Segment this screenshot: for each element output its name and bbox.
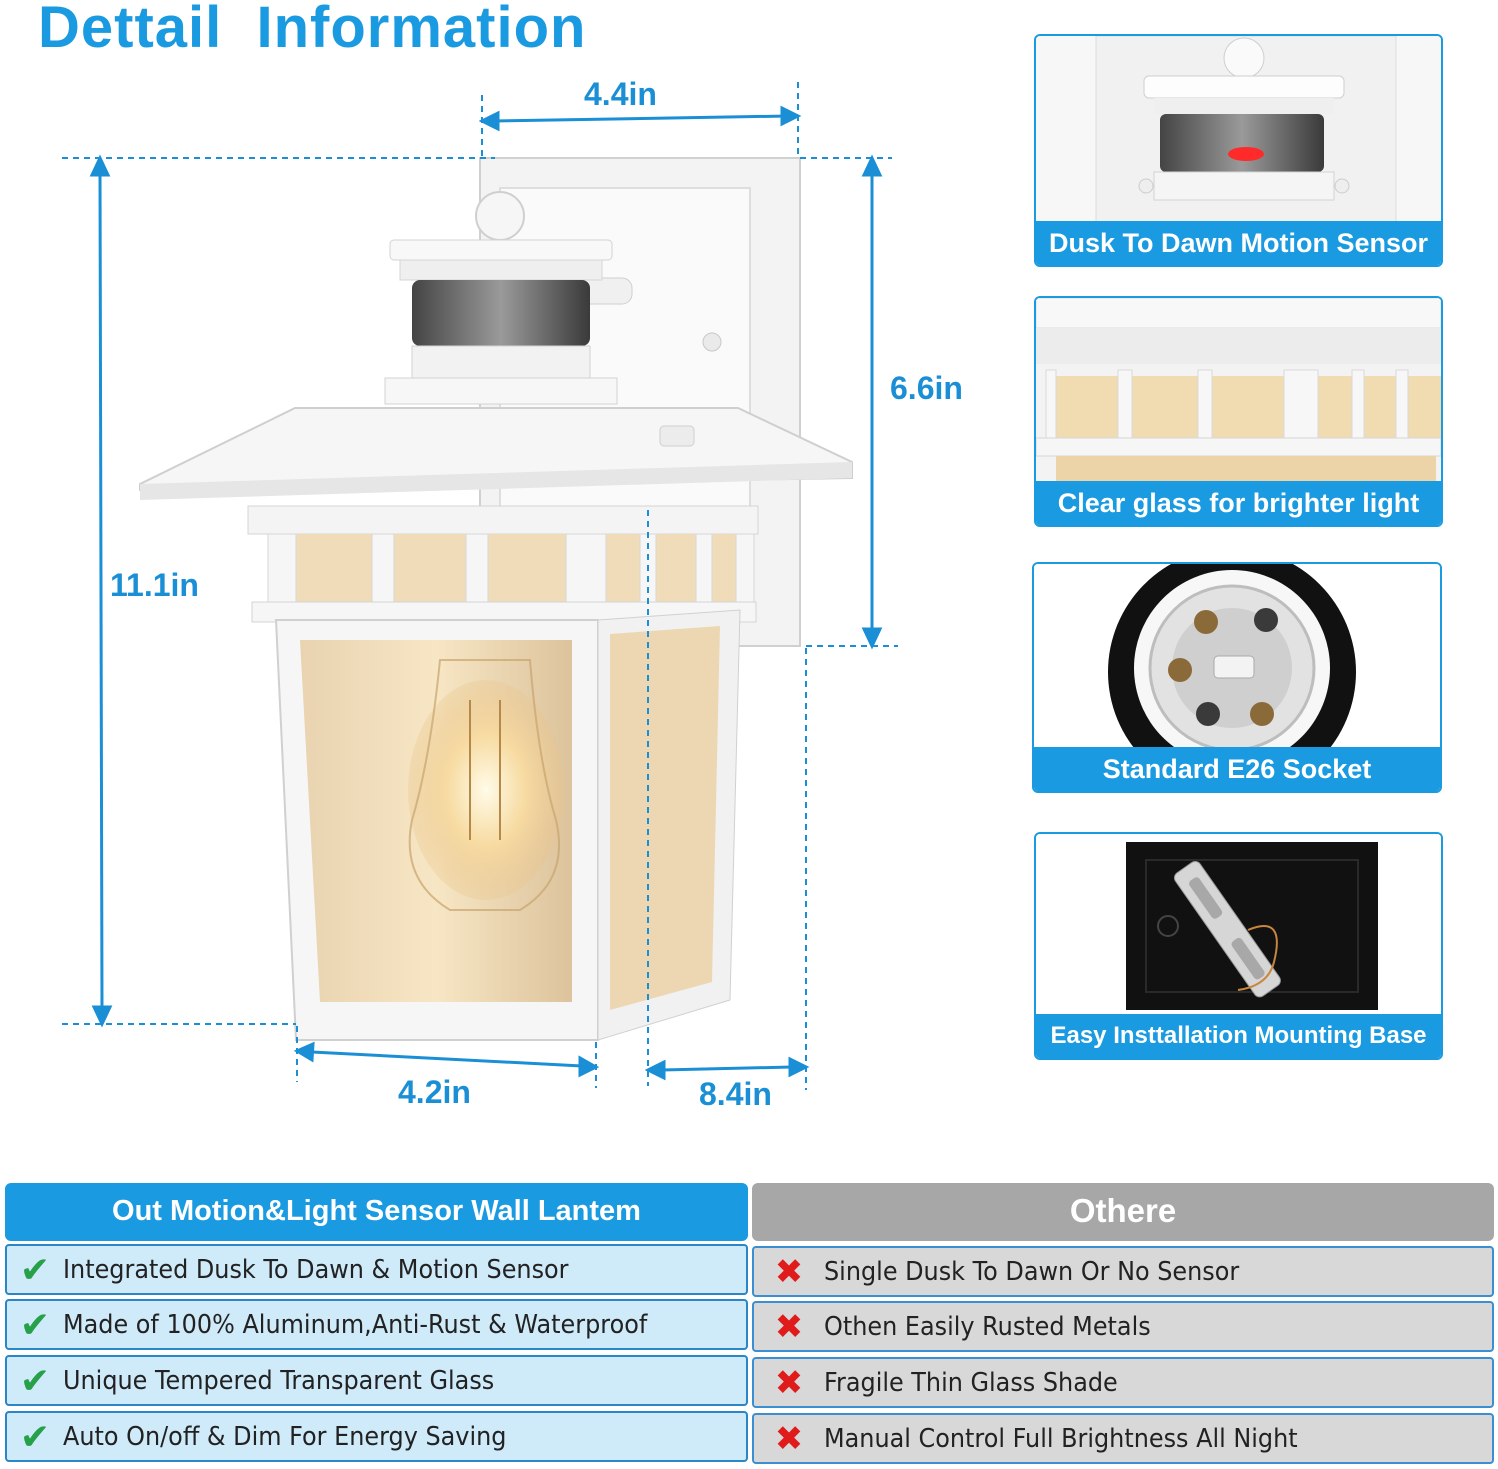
comparison-text: Unique Tempered Transparent Glass [63,1365,495,1396]
dim-total-height: 11.1in [110,567,199,603]
comparison-header-others: Othere [752,1183,1494,1241]
comparison-text: Fragile Thin Glass Shade [824,1367,1118,1398]
dim-top-width: 4.4in [584,76,657,112]
dim-bottom-width: 4.2in [398,1074,471,1110]
check-icon: ✔ [19,1415,51,1457]
cross-icon: ✖ [774,1307,804,1346]
comparison-row-others [752,1246,1494,1297]
cross-icon: ✖ [774,1252,804,1291]
comparison-text: Single Dusk To Dawn Or No Sensor [824,1256,1240,1287]
feature-card-e26-socket [1032,562,1442,793]
feature-caption: Easy Insttallation Mounting Base [1036,1014,1441,1058]
comparison-row-ours [5,1355,748,1406]
dim-line-side-height [800,158,898,646]
light-bulb [408,680,564,900]
comparison-row-others [752,1357,1494,1408]
comparison-header-ours: Out Motion&Light Sensor Wall Lantem [5,1183,748,1241]
feature-caption: Standard E26 Socket [1034,747,1440,791]
feature-card-clear-glass [1034,296,1443,527]
feature-caption: Dusk To Dawn Motion Sensor [1036,221,1441,265]
comparison-row-ours [5,1411,748,1462]
comparison-text: Othen Easily Rusted Metals [824,1311,1151,1342]
comparison-row-others [752,1301,1494,1352]
comparison-text: Integrated Dusk To Dawn & Motion Sensor [63,1254,569,1285]
comparison-row-ours [5,1299,748,1350]
feature-caption: Clear glass for brighter light [1036,481,1441,525]
comparison-row-others [752,1413,1494,1464]
comparison-text: Manual Control Full Brightness All Night [824,1423,1298,1454]
check-icon: ✔ [19,1248,51,1290]
mounting-base-photo [1036,834,1441,1016]
cross-icon: ✖ [774,1419,804,1458]
feature-card-motion-sensor [1034,34,1443,267]
dim-depth: 8.4in [699,1076,772,1112]
check-icon: ✔ [19,1303,51,1345]
clear-glass-photo [1036,298,1441,483]
feature-card-mounting-base [1034,832,1443,1060]
sensor-lens [412,280,590,346]
comparison-text: Auto On/off & Dim For Energy Saving [63,1421,507,1452]
dim-side-height: 6.6in [890,370,963,406]
comparison-text: Made of 100% Aluminum,Anti-Rust & Waterproof [63,1309,648,1340]
page-title: Dettail Information [38,0,587,60]
cross-icon: ✖ [774,1363,804,1402]
comparison-row-ours [5,1244,748,1295]
e26-socket-photo [1034,564,1440,749]
check-icon: ✔ [19,1359,51,1401]
motion-sensor-photo [1036,36,1441,226]
